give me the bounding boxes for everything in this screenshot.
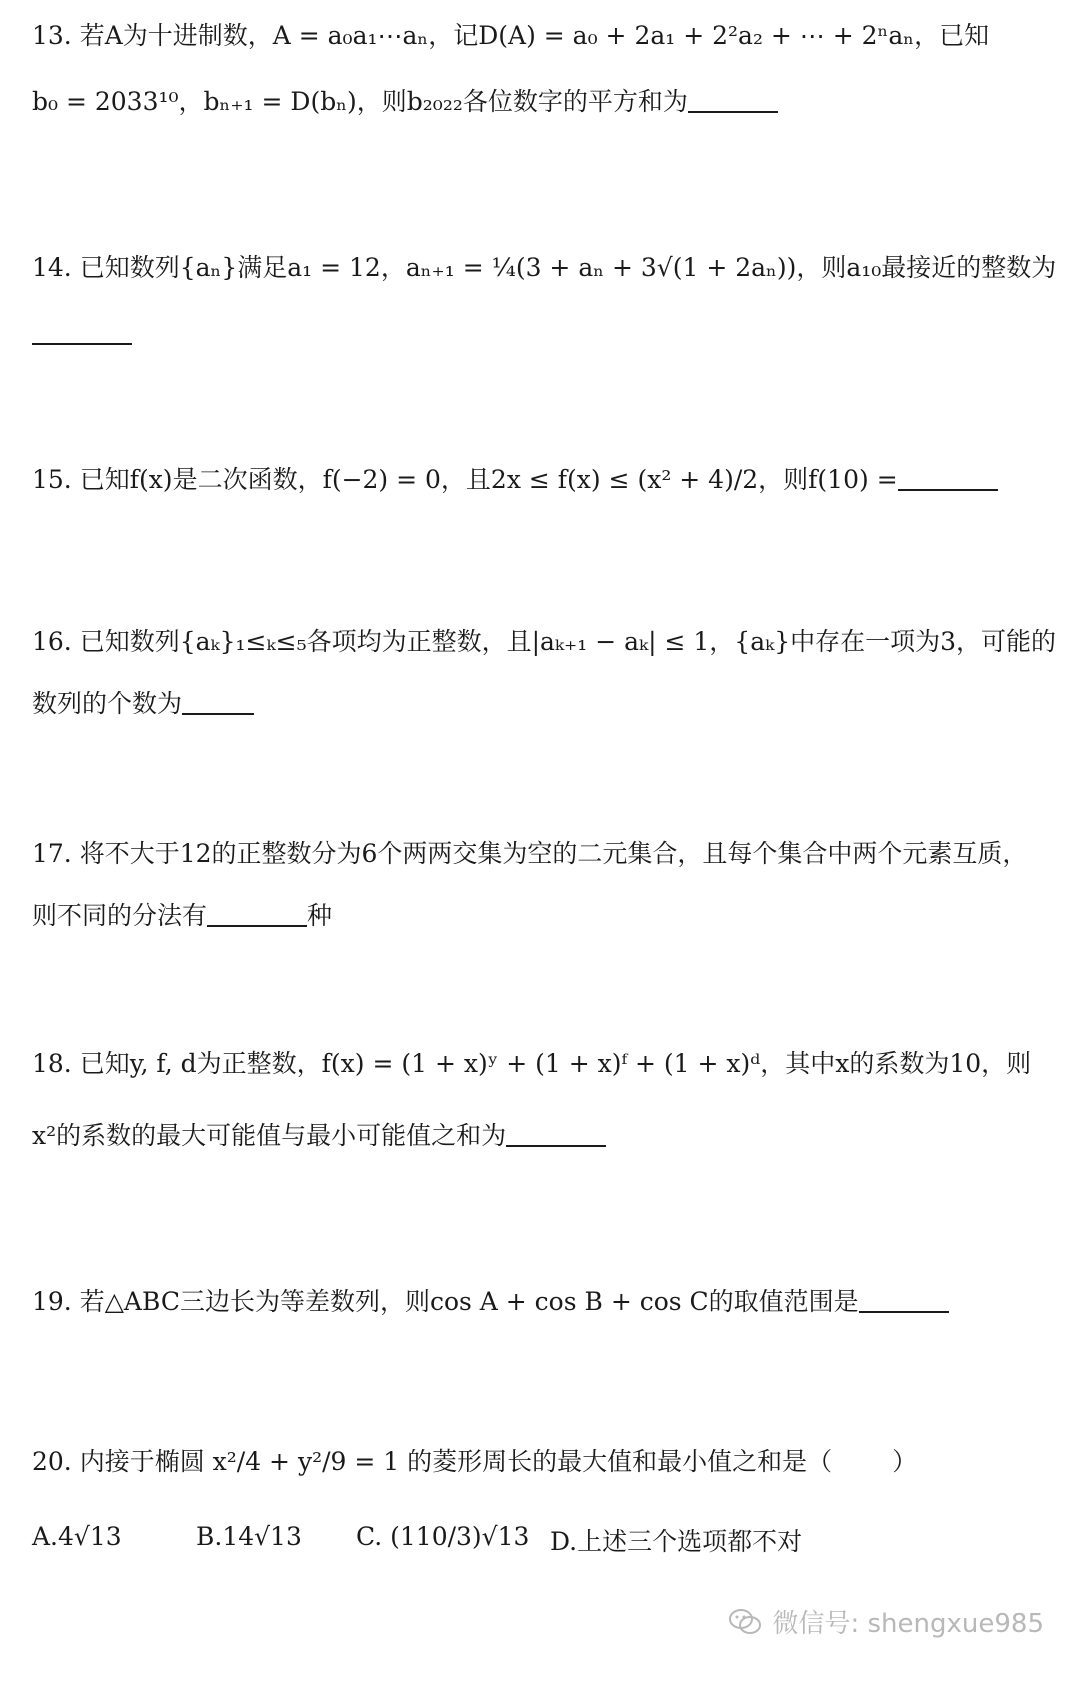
q19-line-1: 19. 若△ABC三边长为等差数列，则cos A + cos B + cos C的取值范围是 <box>32 1287 859 1316</box>
answer-blank <box>182 688 254 715</box>
q18-line-1: 18. 已知y, f, d为正整数，f(x) = (1 + x)ʸ + (1 + x)ᶠ + (1 + x)ᵈ，其中x的系数为10，则 <box>32 1049 1032 1078</box>
watermark <box>728 1603 1044 1640</box>
q17-line-2: 则不同的分法有 <box>32 901 208 930</box>
option-d: D.上述三个选项都不对 <box>550 1527 803 1556</box>
answer-blank <box>506 1120 606 1147</box>
q17-line-1: 17. 将不大于12的正整数分为6个两两交集为空的二元集合，且每个集合中两个元素互质， <box>32 839 1028 868</box>
q15-line-1: 15. 已知f(x)是二次函数，f(−2) = 0，且2x ≤ f(x) ≤ (x² + 4)/2，则f(10) = <box>32 465 898 494</box>
watermark-text: 微信号: shengxue985 <box>772 1609 1044 1639</box>
option-c: C. (110/3)√13 <box>356 1522 530 1551</box>
answer-blank <box>859 1286 949 1313</box>
answer-blank <box>32 318 132 345</box>
q13-line-1: 13. 若A为十进制数，A = a₀a₁⋯aₙ，记D(A) = a₀ + 2a₁ + 2²a₂ + ⋯ + 2ⁿaₙ，已知 <box>32 21 990 50</box>
q17-suffix: 种 <box>307 901 333 930</box>
option-a: A.4√13 <box>32 1522 122 1551</box>
q14-line-1: 14. 已知数列{aₙ}满足a₁ = 12，aₙ₊₁ = ¼(3 + aₙ + 3√(1 + 2aₙ))，则a₁₀最接近的整数为 <box>32 253 1057 282</box>
answer-blank <box>207 900 307 927</box>
q16-line-1: 16. 已知数列{aₖ}₁≤ₖ≤₅各项均为正整数，且|aₖ₊₁ − aₖ| ≤ 1，{aₖ}中存在一项为3，可能的 <box>32 627 1057 656</box>
q13-line-2: b₀ = 2033¹⁰，bₙ₊₁ = D(bₙ)，则b₂₀₂₂各位数字的平方和为 <box>32 87 688 116</box>
q20-close-paren: ） <box>892 1447 918 1476</box>
answer-blank <box>688 86 778 113</box>
option-b: B.14√13 <box>196 1522 302 1551</box>
answer-blank <box>898 464 998 491</box>
wechat-icon <box>728 1608 762 1636</box>
q20-line-1: 20. 内接于椭圆 x²/4 + y²/9 = 1 的菱形周长的最大值和最小值之和是（ <box>32 1447 833 1476</box>
q16-line-2: 数列的个数为 <box>32 689 183 718</box>
q18-line-2: x²的系数的最大可能值与最小可能值之和为 <box>32 1121 507 1150</box>
